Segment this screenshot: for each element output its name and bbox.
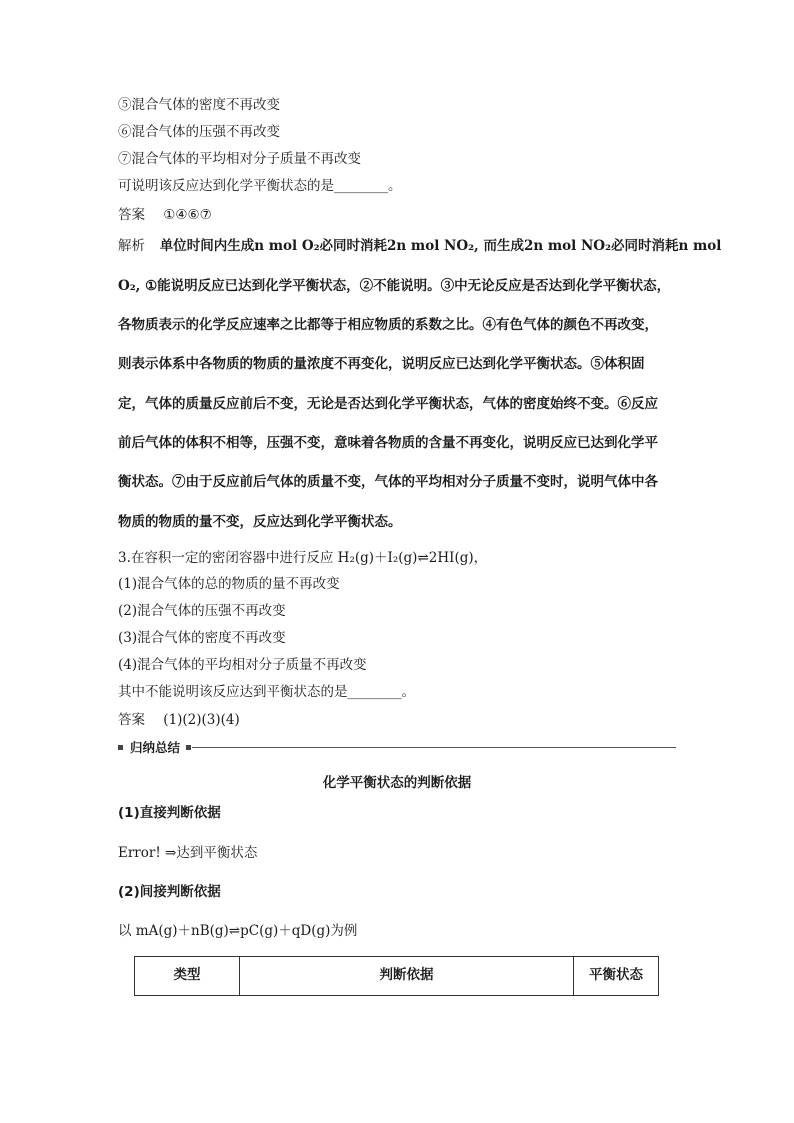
explanation-label: 解析	[118, 238, 145, 254]
condition-7: ⑦混合气体的平均相对分子质量不再改变	[118, 151, 361, 167]
summary-bar	[118, 740, 676, 756]
answer-value: (1)(2)(3)(4)	[163, 712, 240, 728]
answer-label: 答案	[118, 712, 145, 728]
explanation-line-5: 定，气体的质量反应前后不变，无论是否达到化学平衡状态，气体的密度始终不变。⑥反应	[118, 396, 658, 412]
q3-question: 其中不能说明该反应达到平衡状态的是________。	[118, 684, 415, 700]
explanation-line-2: O₂, ①能说明反应已达到化学平衡状态，②不能说明。③中无论反应是否达到化学平衡状态，	[118, 278, 671, 294]
table-header-type: 类型	[135, 957, 240, 996]
q3-stem: 3.在容积一定的密闭容器中进行反应 H₂(g)＋I₂(g)⇌2HI(g)，	[118, 550, 488, 566]
example-line: 以 mA(g)＋nB(g)⇌pC(g)＋qD(g)为例	[118, 923, 358, 939]
answer-value: ①④⑥⑦	[163, 207, 212, 223]
error-line: Error! ⇒达到平衡状态	[118, 845, 258, 861]
q3-item-1: (1)混合气体的总的物质的量不再改变	[118, 576, 340, 592]
answer-label: 答案	[118, 207, 145, 223]
basis-table	[134, 956, 659, 996]
explanation-line-1: 解析 单位时间内生成n mol O₂必同时消耗2n mol NO₂, 而生成2n mol NO₂必同时消耗n mol	[118, 238, 722, 254]
explanation-line-4: 则表示体系中各物质的物质的量浓度不再变化，说明反应已达到化学平衡状态。⑤体积固	[118, 356, 645, 372]
answer-1	[118, 205, 212, 225]
condition-6: ⑥混合气体的压强不再改变	[118, 124, 280, 140]
condition-5: ⑤混合气体的密度不再改变	[118, 97, 280, 113]
explanation-line-7: 衡状态。⑦由于反应前后气体的质量不变，气体的平均相对分子质量不变时，说明气体中各	[118, 474, 658, 490]
table-header-state: 平衡状态	[574, 957, 659, 996]
summary-heading: 化学平衡状态的判断依据	[322, 775, 472, 791]
direct-basis-heading: (1)直接判断依据	[118, 805, 221, 821]
summary-dot-icon	[186, 745, 191, 750]
q3-item-4: (4)混合气体的平均相对分子质量不再改变	[118, 657, 367, 673]
answer-2	[118, 710, 240, 730]
summary-rule	[192, 747, 676, 748]
table-header-basis: 判断依据	[240, 957, 574, 996]
q3-item-2: (2)混合气体的压强不再改变	[118, 603, 286, 619]
explanation-line-6: 前后气体的体积不相等，压强不变，意味着各物质的含量不再变化，说明反应已达到化学平	[118, 435, 658, 451]
indirect-basis-heading: (2)间接判断依据	[118, 884, 221, 900]
summary-dot-icon	[118, 745, 123, 750]
q3-item-3: (3)混合气体的密度不再改变	[118, 630, 286, 646]
explanation-line-3: 各物质表示的化学反应速率之比都等于相应物质的系数之比。④有色气体的颜色不再改变，	[118, 317, 658, 333]
question-top: 可说明该反应达到化学平衡状态的是________。	[118, 178, 402, 194]
table-header-row	[135, 957, 659, 996]
summary-title: 归纳总结	[130, 740, 181, 755]
explanation-line-8: 物质的物质的量不变，反应达到化学平衡状态。	[118, 514, 402, 530]
